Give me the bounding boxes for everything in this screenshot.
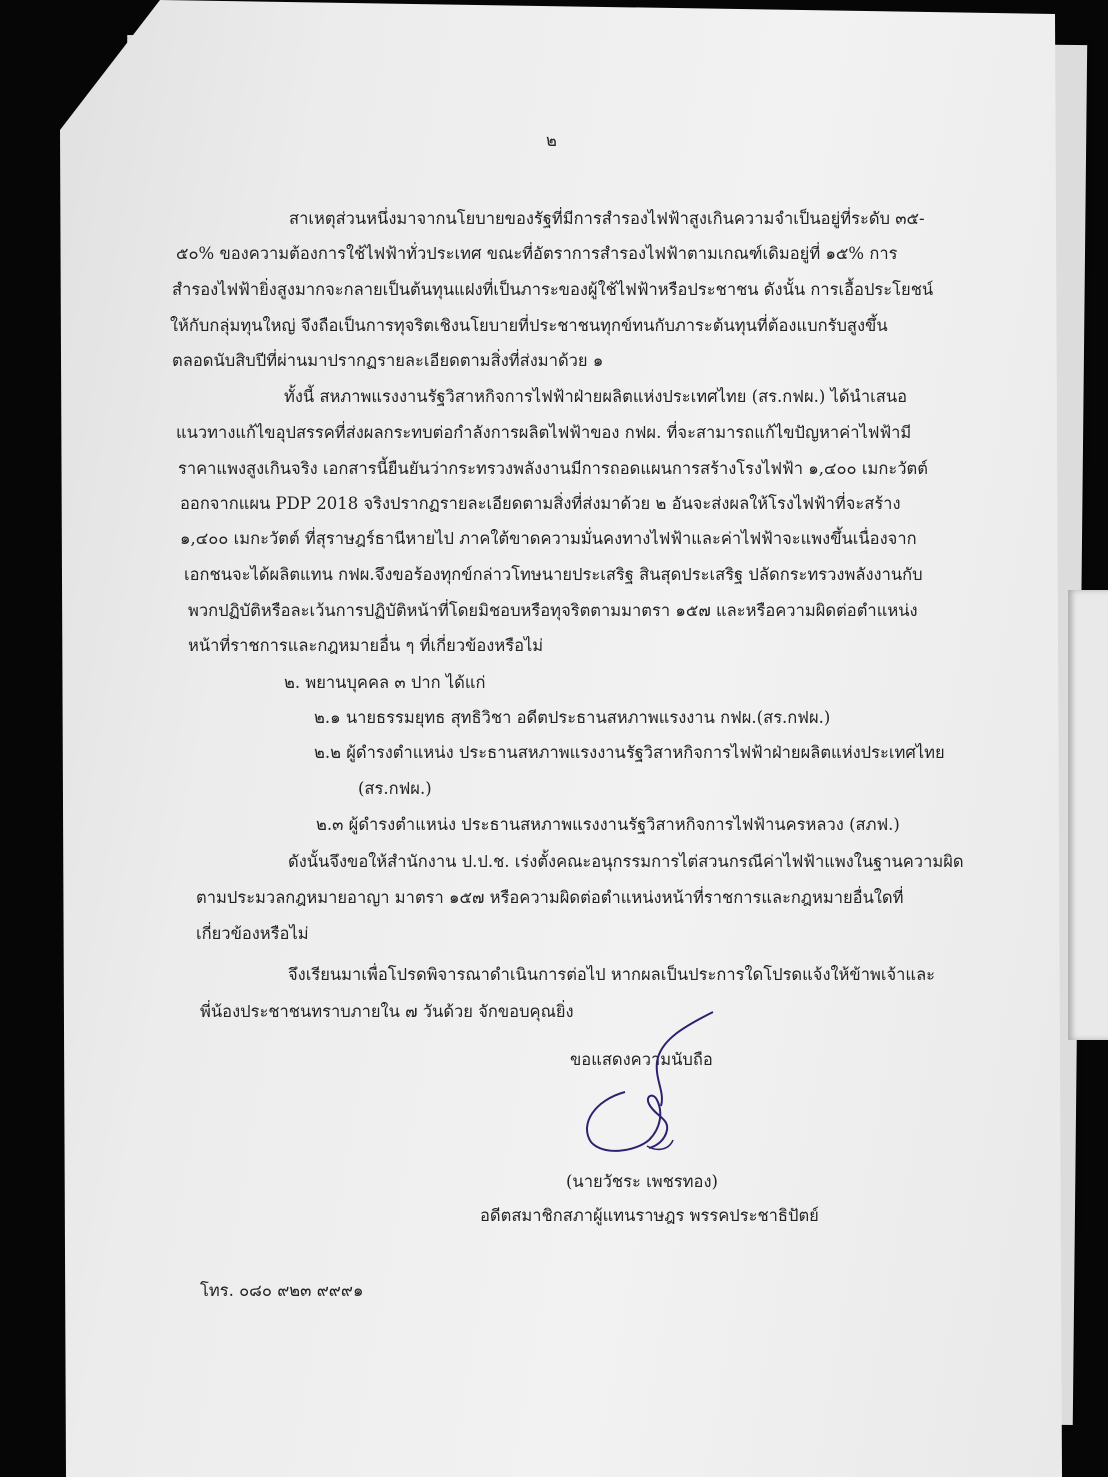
paragraph-2-line-2: แนวทางแก้ไขอุปสรรคที่ส่งผลกระทบต่อกำลังการผลิตไฟฟ้าของ กฟผ. ที่จะสามารถแก้ไขปัญหาค่าไฟฟ้ามี (176, 423, 912, 442)
signer-title: อดีตสมาชิกสภาผู้แทนราษฎร พรรคประชาธิปัตย์ (480, 1206, 819, 1225)
paragraph-2-line-3: ราคาแพงสูงเกินจริง เอกสารนี้ยืนยันว่ากระทรวงพลังงานมีการถอดแผนการสร้างโรงไฟฟ้า ๑,๔๐๐ เมกะวัตต์ (178, 459, 928, 478)
paragraph-2-line-8: หน้าที่ราชการและกฎหมายอื่น ๆ ที่เกี่ยวข้องหรือไม่ (188, 636, 544, 655)
paragraph-3-line-2: ตามประมวลกฎหมายอาญา มาตรา ๑๕๗ หรือความผิดต่อตำแหน่งหน้าที่ราชการและกฎหมายอื่นใดที่ (196, 888, 904, 907)
side-paper-sheet (1068, 590, 1108, 1040)
witness-item-2-continued: (สร.กฟผ.) (358, 779, 432, 798)
paragraph-3-line-3: เกี่ยวข้องหรือไม่ (196, 924, 309, 943)
witness-item-3: ๒.๓ ผู้ดำรงตำแหน่ง ประธานสหภาพแรงงานรัฐวิสาหกิจการไฟฟ้านครหลวง (สภฟ.) (316, 815, 900, 834)
page-number: ๒ (546, 131, 557, 150)
witness-heading: ๒. พยานบุคคล ๓ ปาก ได้แก่ (284, 673, 486, 692)
witness-item-1: ๒.๑ นายธรรมยุทธ สุทธิวิชา อดีตประธานสหภาพแรงงาน กฟผ.(สร.กฟผ.) (314, 708, 831, 727)
witness-item-2: ๒.๒ ผู้ดำรงตำแหน่ง ประธานสหภาพแรงงานรัฐวิสาหกิจการไฟฟ้าฝ่ายผลิตแห่งประเทศไทย (314, 743, 945, 762)
paragraph-1-line-3: สำรองไฟฟ้ายิ่งสูงมากจะกลายเป็นต้นทุนแฝงที่เป็นภาระของผู้ใช้ไฟฟ้าหรือประชาชน ดังนั้น การเอื้อประโยชน์ (172, 280, 934, 299)
handwritten-signature (565, 1000, 735, 1160)
signer-name: (นายวัชระ เพชรทอง) (566, 1172, 718, 1191)
paragraph-2-line-5: ๑,๔๐๐ เมกะวัตต์ ที่สุราษฎร์ธานีหายไป ภาคใต้ขาดความมั่นคงทางไฟฟ้าและค่าไฟฟ้าจะแพงขึ้นเนื่องจาก (180, 529, 917, 548)
paragraph-1-line-2: ๕๐% ของความต้องการใช้ไฟฟ้าทั่วประเทศ ขณะที่อัตราการสำรองไฟฟ้าตามเกณฑ์เดิมอยู่ที่ ๑๕% การ (176, 244, 898, 263)
paragraph-3-line-1: ดังนั้นจึงขอให้สำนักงาน ป.ป.ช. เร่งตั้งคณะอนุกรรมการไต่สวนกรณีค่าไฟฟ้าแพงในฐานความผิด (288, 852, 964, 871)
paragraph-2-line-4: ออกจากแผน PDP 2018 จริงปรากฏรายละเอียดตามสิ่งที่ส่งมาด้วย ๒ อันจะส่งผลให้โรงไฟฟ้าที่จะสร้าง (180, 494, 901, 513)
paragraph-1-line-5: ตลอดนับสิบปีที่ผ่านมาปรากฏรายละเอียดตามสิ่งที่ส่งมาด้วย ๑ (172, 351, 604, 370)
phone-number: โทร. ๐๘๐ ๙๒๓ ๙๙๙๑ (200, 1281, 364, 1300)
paragraph-4-line-1: จึงเรียนมาเพื่อโปรดพิจารณาดำเนินการต่อไป หากผลเป็นประการใดโปรดแจ้งให้ข้าพเจ้าและ (288, 965, 936, 984)
paragraph-1-line-4: ให้กับกลุ่มทุนใหญ่ จึงถือเป็นการทุจริตเชิงนโยบายที่ประชาชนทุกข์ทนกับภาระต้นทุนที่ต้องแบกรับสูงขึ้น (170, 316, 888, 335)
closing-salutation: ขอแสดงความนับถือ (570, 1050, 713, 1069)
paragraph-2-line-7: พวกปฏิบัติหรือละเว้นการปฏิบัติหน้าที่โดยมิชอบหรือทุจริตตามมาตรา ๑๕๗ และหรือความผิดต่อตำแหน่ง (188, 601, 918, 620)
paragraph-2-line-6: เอกชนจะได้ผลิตแทน กฟผ.จึงขอร้องทุกข์กล่าวโทษนายประเสริฐ สินสุดประเสริฐ ปลัดกระทรวงพลังงานกับ (184, 565, 923, 584)
paragraph-2-line-1: ทั้งนี้ สหภาพแรงงานรัฐวิสาหกิจการไฟฟ้าฝ่ายผลิตแห่งประเทศไทย (สร.กฟผ.) ได้นำเสนอ (284, 387, 908, 406)
paragraph-1-line-1: สาเหตุส่วนหนึ่งมาจากนโยบายของรัฐที่มีการสำรองไฟฟ้าสูงเกินความจำเป็นอยู่ที่ระดับ ๓๕- (289, 209, 925, 228)
paragraph-4-line-2: พี่น้องประชาชนทราบภายใน ๗ วันด้วย จักขอบคุณยิ่ง (200, 1002, 574, 1021)
